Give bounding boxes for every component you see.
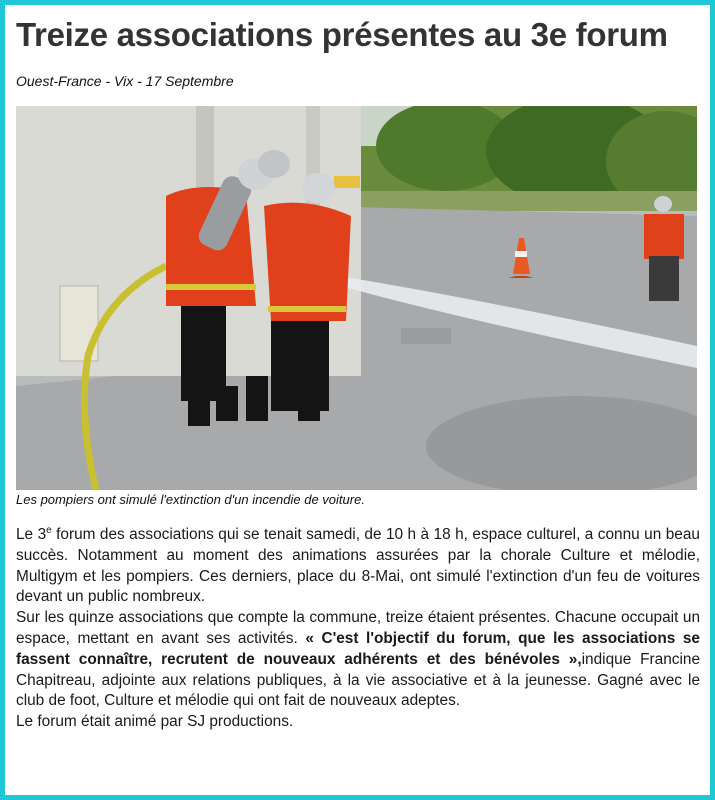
article-title: Treize associations présentes au 3e forum (16, 16, 668, 53)
article-photo (16, 106, 697, 490)
paragraph-2-intro: Sur les quinze associations que compte la commune, treize étaient présentes. Chacune occupait un espace, mettant en avant ses activités. (16, 609, 700, 647)
paragraph-2-after-quote: indique Francine Chapitreau, adjointe aux relations publiques, à la vie associative et à la jeunesse. Gagné avec le club de foot, Culture et mélodie qui ont fait de nouveaux adeptes. (16, 650, 701, 710)
paragraph-2-quote: « C'est l'objectif du forum, que les associations se fassent connaître, recrutent de nouveaux adhérents et des bénévoles », (16, 629, 700, 668)
paragraph-1-text: forum des associations qui se tenait samedi, de 10 h à 18 h, espace culturel, a connu un beau succès. Notamment au moment des animations assurées par la chorale Culture et mélodie, Multigym et les pompiers. Ces derniers, place du 8-Mai, ont simulé l'extinction d'un feu de voitures devant un public nombreux. (16, 526, 700, 606)
paragraph-1 (16, 525, 700, 608)
photo-caption: Les pompiers ont simulé l'extinction d'un incendie de voiture. (16, 492, 365, 507)
article-body (16, 525, 700, 733)
article-source: Ouest-France - Vix - 17 Septembre (16, 73, 234, 89)
paragraph-1-superscript: e (46, 524, 52, 536)
paragraph-2 (16, 608, 700, 712)
paragraph-3: Le forum était animé par SJ productions. (16, 713, 294, 731)
firefighters-photo (16, 106, 697, 490)
paragraph-1-prefix: Le 3 (16, 526, 47, 543)
